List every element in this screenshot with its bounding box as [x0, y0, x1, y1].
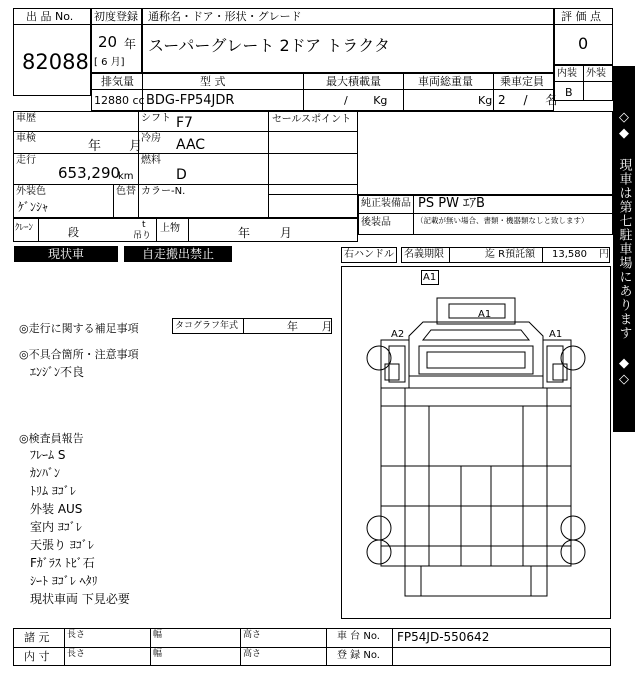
driving-label: ◎走行に関する補足事項: [19, 322, 139, 335]
max-load: / Kg: [344, 94, 388, 107]
rating: 0: [578, 34, 589, 53]
inspector-item: ﾄﾘﾑ ﾖｺﾞﾚ: [30, 484, 76, 498]
height-label: 高さ: [243, 649, 262, 659]
exterior-color: ｹﾞﾝｼｬ: [18, 200, 49, 214]
inspection-value: 年 月: [88, 139, 143, 154]
aircon: AAC: [176, 137, 206, 153]
shift: F7: [176, 115, 193, 131]
first-reg-year: 20: [98, 33, 118, 51]
first-reg-label: 初度登録: [94, 10, 138, 23]
crane-ton: t: [142, 220, 146, 230]
inspector-item: ｼｰﾄ ﾖｺﾞﾚ ﾍﾀﾘ: [30, 574, 98, 588]
right-handle: 右ハンドル: [344, 249, 394, 260]
tachograph-label: タコグラフ年式: [175, 321, 239, 331]
width-label: 幅: [153, 630, 163, 640]
truck-outline: [341, 266, 611, 619]
aircon-label: 冷房: [141, 133, 161, 144]
tachograph-value: 年 月: [287, 320, 333, 333]
lot-no-label: 出 品 No.: [26, 10, 74, 23]
aftermarket-label: 後装品: [361, 217, 391, 228]
genuine-equip: PS PW ｴｱB: [418, 196, 485, 211]
interior-label: 内装: [557, 68, 577, 79]
aftermarket-note: （記載が無い場合、書類・機器類なしと致します）: [416, 216, 589, 225]
smog-label: 迄 R預託額: [485, 249, 536, 260]
upper-value: 年 月: [238, 226, 292, 240]
model: BDG-FP54JDR: [146, 93, 235, 108]
damage-mark: A1: [423, 272, 437, 283]
color-no-label: 色替: [116, 186, 136, 197]
interior-dims-label: 内 寸: [24, 650, 50, 663]
dims-label: 諸 元: [24, 631, 50, 644]
mileage: 653,290: [58, 164, 121, 182]
capacity: 2 / 名: [498, 93, 558, 107]
fuel-label: 燃料: [141, 155, 161, 166]
name-change-label: 名義期限: [404, 249, 444, 260]
defects-label: ◎不具合箇所・注意事項: [19, 348, 139, 361]
mileage-label: 走行: [16, 155, 36, 166]
exterior-label: 外装: [586, 68, 606, 79]
inspector-item: Fｶﾞﾗｽ ﾄﾋﾞ石: [30, 556, 95, 570]
shift-label: シフト: [141, 113, 171, 124]
first-reg-month: [ 6 月]: [94, 57, 125, 68]
upper-label: 上物: [160, 223, 180, 234]
damage-mark: A1: [549, 329, 563, 340]
color-code-label: カラー-N.: [141, 186, 186, 197]
inspector-item: 外装 AUS: [30, 502, 83, 516]
gross-weight-label: 車両総重量: [418, 75, 473, 88]
car-name-label: 通称名・ドア・形状・グレード: [148, 10, 302, 23]
deposit: 13,580: [552, 249, 587, 260]
chassis-label: 車 台 No.: [337, 631, 380, 642]
yen: 円: [599, 249, 609, 260]
inspector-item: 現状車両 下見必要: [30, 592, 130, 606]
genuine-equip-label: 純正装備品: [361, 198, 411, 209]
crane-hang: 吊り: [133, 231, 152, 241]
displacement-label: 排気量: [101, 75, 134, 88]
mileage-unit: km: [118, 171, 134, 182]
damage-mark: A1: [478, 309, 492, 320]
sales-point-label: セールスポイント: [272, 114, 352, 125]
crane-row: [13, 218, 358, 242]
max-load-label: 最大積載量: [326, 75, 381, 88]
inspector-item: ｶﾝﾊﾞﾝ: [30, 466, 61, 480]
car-name: スーパーグレート 2ドア トラクタ: [148, 36, 390, 55]
crane-label: ｸﾚｰﾝ: [15, 223, 34, 233]
displacement: 12880 cc: [94, 94, 145, 107]
side-banner: ◇◆ 現車は第七駐車場にあります ◆◇: [613, 66, 635, 432]
capacity-label: 乗車定員: [500, 75, 544, 88]
rating-label: 評 価 点: [561, 10, 601, 23]
inspection-label: 車検: [16, 133, 36, 144]
model-label: 型 式: [200, 75, 226, 88]
inspector-item: ﾌﾚｰﾑ S: [30, 448, 66, 462]
inspector-label: ◎検査員報告: [19, 432, 84, 445]
width-label: 幅: [153, 649, 163, 659]
damage-mark: A2: [391, 329, 405, 340]
inspector-item: 天張り ﾖｺﾞﾚ: [30, 538, 94, 552]
inspector-item: 室内 ﾖｺﾞﾚ: [30, 520, 82, 534]
exterior-color-label: 外装色: [16, 186, 46, 197]
history-label: 車歴: [16, 113, 36, 124]
height-label: 高さ: [243, 630, 262, 640]
gross-weight: Kg: [478, 94, 493, 107]
sales-point-box: [268, 111, 613, 195]
interior-grade: B: [565, 86, 573, 99]
lot-no: 82088: [22, 50, 89, 74]
length-label: 長さ: [67, 630, 86, 640]
length-label: 長さ: [67, 649, 86, 659]
current-car-badge: 現状車: [14, 246, 118, 262]
defect-item: ｴﾝｼﾞﾝ不良: [30, 365, 85, 379]
crane-steps: 段: [68, 226, 79, 239]
year-unit: 年: [124, 37, 137, 51]
reg-no-label: 登 録 No.: [337, 650, 380, 661]
fuel: D: [176, 167, 187, 183]
no-self-carryout-badge: 自走搬出禁止: [124, 246, 232, 262]
chassis: FP54JD-550642: [397, 630, 490, 644]
